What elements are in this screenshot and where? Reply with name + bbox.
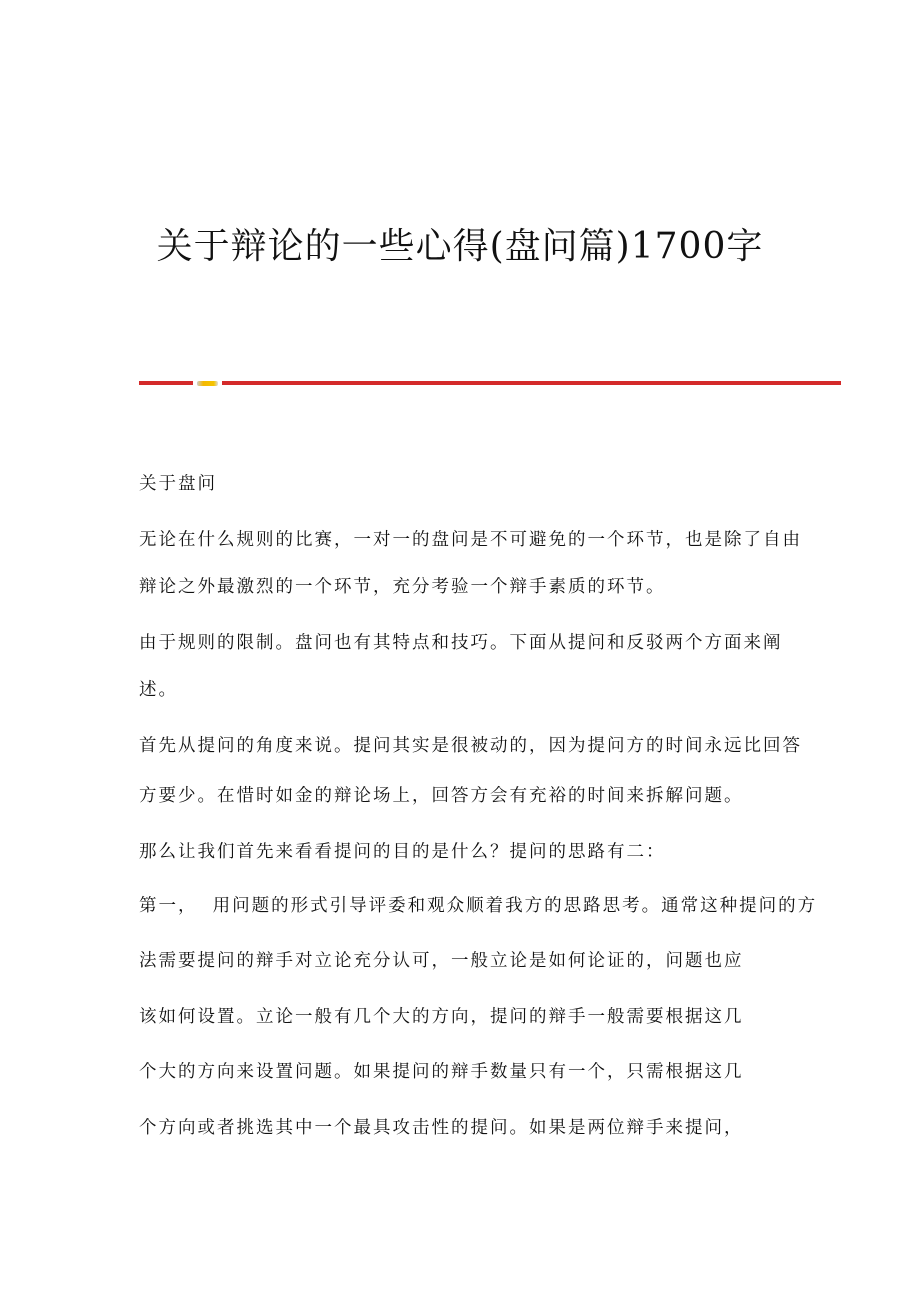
paragraph-line: 无论在什么规则的比赛，一对一的盘问是不可避免的一个环节，也是除了自由 [139, 530, 802, 550]
paragraph-line: 个大的方向来设置问题。如果提问的辩手数量只有一个，只需根据这几 [139, 1062, 744, 1082]
pencil-icon [197, 381, 218, 386]
paragraph-line: 由于规则的限制。盘问也有其特点和技巧。下面从提问和反驳两个方面来阐 [139, 633, 783, 653]
paragraph-line: 法需要提问的辩手对立论充分认可，一般立论是如何论证的，问题也应 [139, 951, 744, 971]
paragraph-line: 关于盘问 [139, 474, 217, 494]
divider-right [222, 381, 841, 385]
paragraph-line: 那么让我们首先来看看提问的目的是什么？提问的思路有二： [139, 842, 666, 862]
paragraph-line: 述。 [139, 680, 178, 700]
paragraph-line: 首先从提问的角度来说。提问其实是很被动的，因为提问方的时间永远比回答 [139, 736, 802, 756]
paragraph-line: 方要少。在惜时如金的辩论场上，回答方会有充裕的时间来拆解问题。 [139, 786, 744, 806]
document-title: 关于辩论的一些心得(盘问篇)1700字 [156, 226, 764, 267]
paragraph-line: 辩论之外最激烈的一个环节，充分考验一个辩手素质的环节。 [139, 577, 666, 597]
paragraph-line: 个方向或者挑选其中一个最具攻击性的提问。如果是两位辩手来提问， [139, 1118, 744, 1138]
divider-left [139, 381, 193, 385]
paragraph-line: 第一， 用问题的形式引导评委和观众顺着我方的思路思考。通常这种提问的方 [139, 896, 818, 916]
paragraph-line: 该如何设置。立论一般有几个大的方向，提问的辩手一般需要根据这几 [139, 1007, 744, 1027]
